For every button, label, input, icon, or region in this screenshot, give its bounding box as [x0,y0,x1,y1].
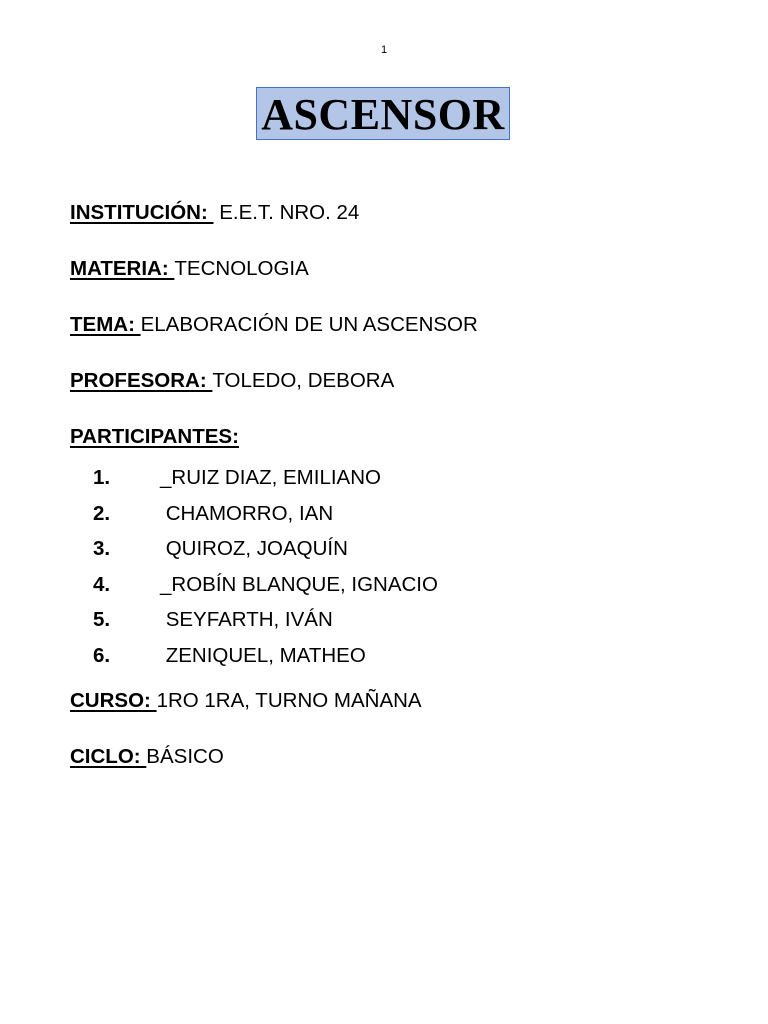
list-number: 3. [93,537,111,560]
field-value: TOLEDO, DEBORA [212,369,395,392]
field-value: 1RO 1RA, TURNO MAÑANA [156,689,422,712]
list-number: 4. [93,573,111,596]
title-highlight-box [256,87,510,140]
participant-name: QUIROZ, JOAQUÍN [160,537,348,560]
list-item [93,573,438,597]
field-label: MATERIA: [70,257,175,280]
field-label: PROFESORA: [70,369,213,392]
page-number: 1 [380,44,388,56]
field-profesora [70,369,394,393]
field-value: ELABORACIÓN DE UN ASCENSOR [140,313,478,336]
list-number: 1. [93,466,111,489]
participant-name: CHAMORRO, IAN [160,502,334,525]
field-institucion [70,201,359,225]
list-item [93,537,348,561]
field-value: BÁSICO [146,745,224,768]
list-number: 5. [93,608,111,631]
field-label: PARTICIPANTES: [70,425,239,448]
field-label: CICLO: [70,745,147,768]
field-label: INSTITUCIÓN: [70,201,214,224]
field-curso [70,689,422,713]
field-label: TEMA: [70,313,141,336]
field-value: E.E.T. NRO. 24 [213,201,360,224]
participant-name: ZENIQUEL, MATHEO [160,644,366,667]
field-tema [70,313,478,337]
field-materia [70,257,309,281]
list-item [93,608,333,632]
participant-name: _RUIZ DIAZ, EMILIANO [160,466,381,489]
field-label: CURSO: [70,689,157,712]
document-title: ASCENSOR [261,90,505,139]
field-participantes [70,425,239,449]
list-number: 2. [93,502,111,525]
field-value: TECNOLOGIA [174,257,309,280]
list-item [93,644,366,668]
field-ciclo [70,745,224,769]
participant-name: SEYFARTH, IVÁN [160,608,333,631]
list-item [93,466,381,490]
list-item [93,502,333,526]
list-number: 6. [93,644,111,667]
participant-name: _ROBÍN BLANQUE, IGNACIO [160,573,438,596]
